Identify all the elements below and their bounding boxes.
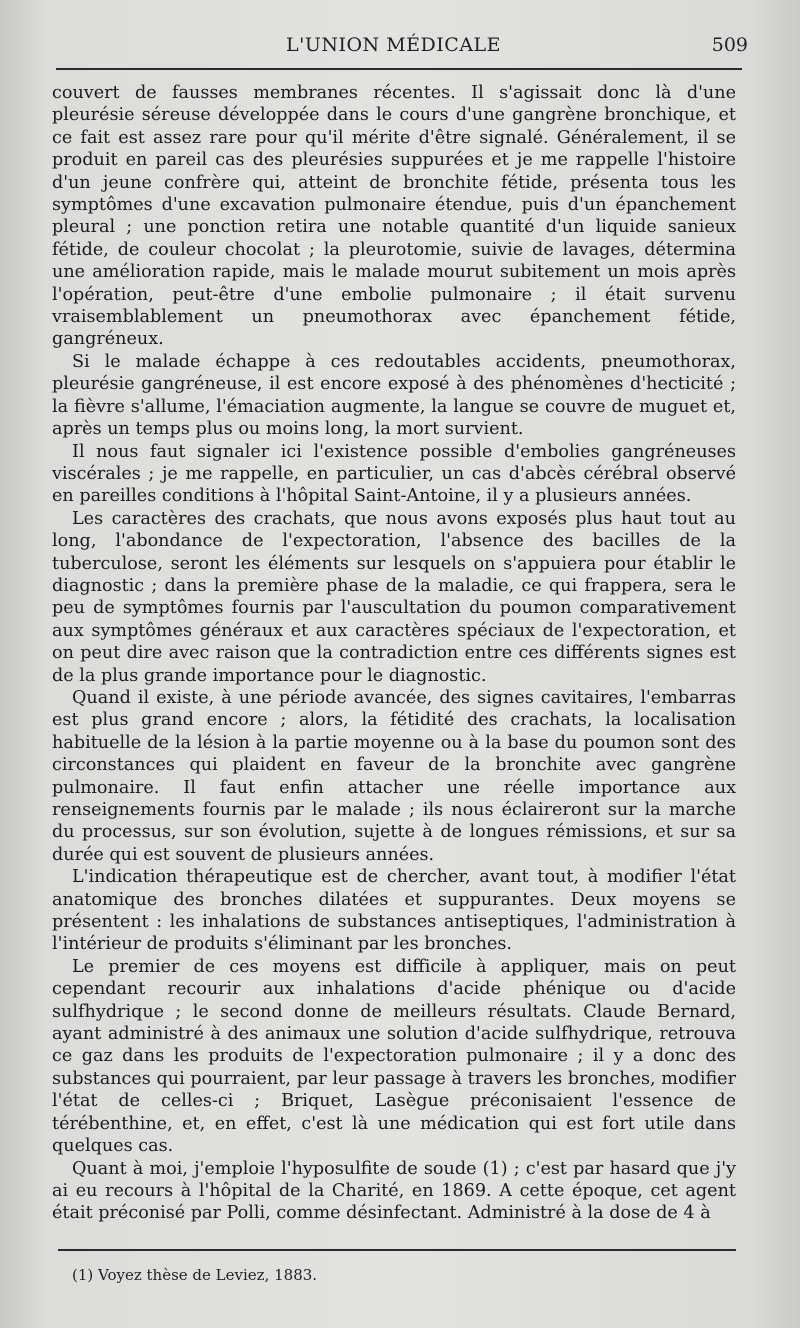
paragraph: Si le malade échappe à ces redoutables accidents, pneumothorax, pleurésie gangréneuse, il est encore exposé à des phénomènes d'hecticité ; la fièvre s'allume, l'émaciation augmente, la langue se couvre de muguet et, après un temps plus ou moins long, la mort survient. (52, 351, 736, 440)
running-title: L'UNION MÉDICALE (286, 34, 502, 56)
page-number: 509 (711, 34, 748, 56)
footnote: (1) Voyez thèse de Leviez, 1883. (72, 1266, 318, 1284)
paragraph: couvert de fausses membranes récentes. Il s'agissait donc là d'une pleurésie séreuse développée dans le cours d'une gangrène bronchique, et ce fait est assez rare pour qu'il mérite d'être signalé. Généralement, il se produit en pareil cas des pleurésies suppurées et je me rappelle l'histoire d'un jeune confrère qui, atteint de bronchite fétide, présenta tous les symptômes d'une excavation pulmonaire étendue, puis d'un épanchement pleural ; une ponction retira une notable quantité d'un liquide sanieux fétide, de couleur chocolat ; la pleurotomie, suivie de lavages, détermina une amélioration rapide, mais le malade mourut subitement un mois après l'opération, peut-être d'une embolie pulmonaire ; il était survenu vraisemblablement un pneumothorax avec épanchement fétide, gangréneux. (52, 83, 736, 350)
paragraph: Quant à moi, j'emploie l'hyposulfite de soude (1) ; c'est par hasard que j'y ai eu recours à l'hôpital de la Charité, en 1869. A cette époque, cet agent était préconisé par Polli, comme désinfectant. Administré à la dose de 4 à (52, 1158, 736, 1224)
footnote-rule (58, 1249, 736, 1251)
paragraph: L'indication thérapeutique est de chercher, avant tout, à modifier l'état anatomique des bronches dilatées et suppurantes. Deux moyens se présentent : les inhalations de substances antiseptiques, l'administration à l'intérieur de produits s'éliminant par les bronches. (52, 867, 736, 955)
header-rule (56, 68, 742, 70)
paragraph: Les caractères des crachats, que nous avons exposés plus haut tout au long, l'abondance de l'expectoration, l'absence des bacilles de la tuberculose, seront les éléments sur lesquels on s'appuiera pour établir le diagnostic ; dans la première phase de la maladie, ce qui frappera, sera le peu de symptômes fournis par l'auscultation du poumon comparativement aux symptômes généraux et aux caractères spéciaux de l'expectoration, et on peut dire avec raison que la contradiction entre ces différents signes est de la plus grande importance pour le diagnostic. (52, 508, 736, 686)
paragraph: Il nous faut signaler ici l'existence possible d'embolies gangréneuses viscérales ; je me rappelle, en particulier, un cas d'abcès cérébral observé en pareilles conditions à l'hôpital Saint-Antoine, il y a plusieurs années. (52, 441, 736, 507)
paragraph: Quand il existe, à une période avancée, des signes cavitaires, l'embarras est plus grand encore ; alors, la fétidité des crachats, la localisation habituelle de la lésion à la partie moyenne ou à la base du poumon sont des circonstances qui plaident en faveur de la bronchite avec gangrène pulmonaire. Il faut enfin attacher une réelle importance aux renseignements fournis par le malade ; ils nous éclaireront sur la marche du processus, sur son évolution, sujette à de longues rémissions, et sur sa durée qui est souvent de plusieurs années. (52, 687, 736, 865)
page-header (0, 34, 800, 60)
paragraph: Le premier de ces moyens est difficile à appliquer, mais on peut cependant recourir aux inhalations d'acide phénique ou d'acide sulfhydrique ; le second donne de meilleurs résultats. Claude Bernard, ayant administré à des animaux une solution d'acide sulfhydrique, retrouva ce gaz dans les produits de l'expectoration pulmonaire ; il y a donc des substances qui pourraient, par leur passage à travers les bronches, modifier l'état de celles-ci ; Briquet, Lasègue préconisaient l'essence de térébenthine, et, en effet, c'est là une médication qui est fort utile dans quelques cas. (52, 956, 736, 1157)
body-text (52, 82, 736, 1225)
